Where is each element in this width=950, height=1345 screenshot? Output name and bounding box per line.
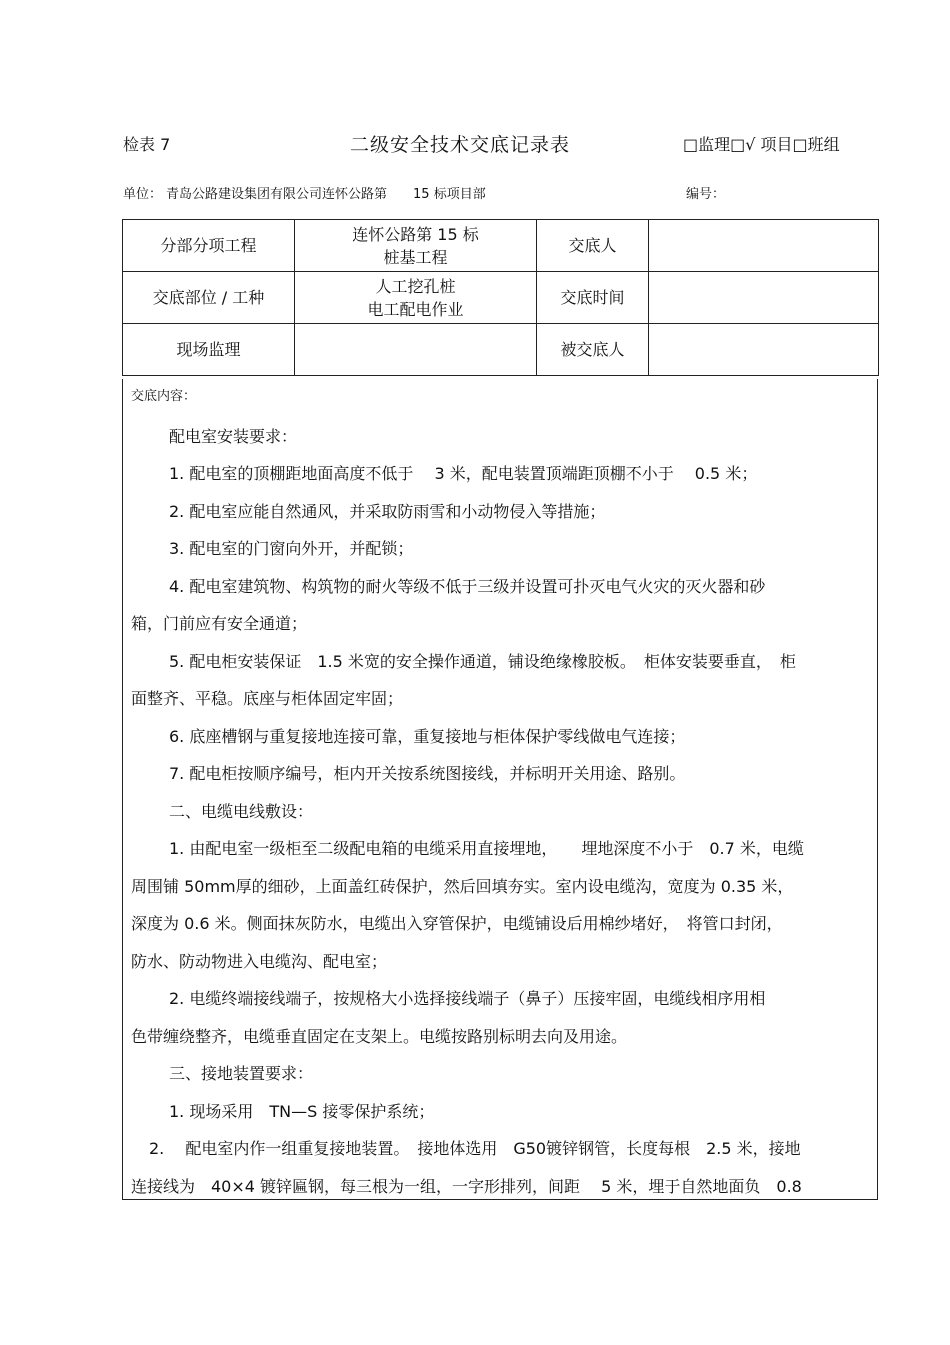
cell-value-supervisor — [295, 324, 537, 376]
content-box — [122, 379, 878, 1200]
form-number: 检表 7 — [123, 135, 171, 154]
content-label: 交底内容： — [131, 389, 197, 404]
cell-value-location — [295, 272, 537, 324]
cell-label-recipient: 被交底人 — [537, 324, 649, 376]
section-heading: 二、电缆电线敷设： — [169, 802, 314, 821]
cell-label-supervisor: 现场监理 — [123, 324, 295, 376]
info-row-location — [123, 272, 879, 324]
unit-line — [123, 183, 486, 202]
content-line: 2. 电缆终端接线端子，按规格大小选择接线端子（鼻子）压接牢固，电缆线相序用相 — [169, 989, 766, 1008]
unit-label: 单位： — [123, 187, 163, 202]
content-line: 深度为 0.6 米。侧面抹灰防水，电缆出入穿管保护，电缆铺设后用棉纱堵好， 将管口封闭， — [131, 914, 783, 933]
section-heading: 三、接地装置要求： — [169, 1064, 314, 1083]
content-line: 2. 配电室内作一组重复接地装置。 接地体选用 G50镀锌钢管，长度每根 2.5 米，接地 — [149, 1139, 801, 1158]
cell-label-location: 交底部位 / 工种 — [123, 272, 295, 324]
location-line-2: 电工配电作业 — [367, 299, 464, 319]
content-line: 5. 配电柜安装保证 1.5 米宽的安全操作通道，铺设绝缘橡胶板。 柜体安装要垂直， 柜 — [169, 652, 796, 671]
info-table — [122, 219, 879, 376]
content-line: 6. 底座槽钢与重复接地连接可靠，重复接地与柜体保护零线做电气连接； — [169, 727, 686, 746]
info-row-project — [123, 220, 879, 272]
unit-project: 15 标项目部 — [413, 187, 486, 202]
content-line: 连接线为 40×4 镀锌匾钢，每三根为一组，一字形排列，间距 5 米，埋于自然地面负 0.8 — [131, 1177, 802, 1196]
content-line: 1. 由配电室一级柜至二级配电箱的电缆采用直接埋地， 埋地深度不小于 0.7 米，电缆 — [169, 839, 804, 858]
content-line: 周围铺 50mm厚的细砂，上面盖红砖保护，然后回填夯实。室内设电缆沟，宽度为 0.35 米， — [131, 877, 794, 896]
subproject-line-1: 连怀公路第 15 标 — [352, 224, 479, 244]
content-line: 箱，门前应有安全通道； — [131, 614, 308, 633]
number-label: 编号： — [686, 187, 726, 202]
cell-label-time: 交底时间 — [537, 272, 649, 324]
info-row-supervisor — [123, 324, 879, 376]
content-line: 3. 配电室的门窗向外开，并配锁； — [169, 539, 414, 558]
content-line: 防水、防动物进入电缆沟、配电室； — [131, 952, 388, 971]
subproject-line-2: 桩基工程 — [383, 247, 448, 267]
location-line-1: 人工挖孔桩 — [375, 276, 456, 296]
content-line: 1. 配电室的顶棚距地面高度不低于 3 米，配电装置顶端距顶棚不小于 0.5 米； — [169, 464, 758, 483]
content-line: 7. 配电柜按顺序编号，柜内开关按系统图接线，并标明开关用途、路别。 — [169, 764, 686, 783]
cell-value-time — [649, 272, 879, 324]
content-line: 色带缠绕整齐，电缆垂直固定在支架上。电缆按路别标明去向及用途。 — [131, 1027, 628, 1046]
content-line: 2. 配电室应能自然通风，并采取防雨雪和小动物侵入等措施； — [169, 502, 606, 521]
unit-company: 青岛公路建设集团有限公司连怀公路第 — [166, 187, 388, 202]
cell-label-presenter: 交底人 — [537, 220, 649, 272]
cell-value-subproject — [295, 220, 537, 272]
content-line: 4. 配电室建筑物、构筑物的耐火等级不低于三级并设置可扑灭电气火灾的灭火器和砂 — [169, 577, 766, 596]
cell-value-recipient — [649, 324, 879, 376]
cell-label-subproject: 分部分项工程 — [123, 220, 295, 272]
content-line: 面整齐、平稳。底座与柜体固定牢固； — [131, 689, 404, 708]
category-checkboxes: □监理□√ 项目□班组 — [683, 135, 840, 154]
page-title: 二级安全技术交底记录表 — [350, 134, 571, 156]
content-line: 配电室安装要求： — [169, 427, 298, 446]
cell-value-presenter — [649, 220, 879, 272]
content-line: 1. 现场采用 TN—S 接零保护系统； — [169, 1102, 435, 1121]
